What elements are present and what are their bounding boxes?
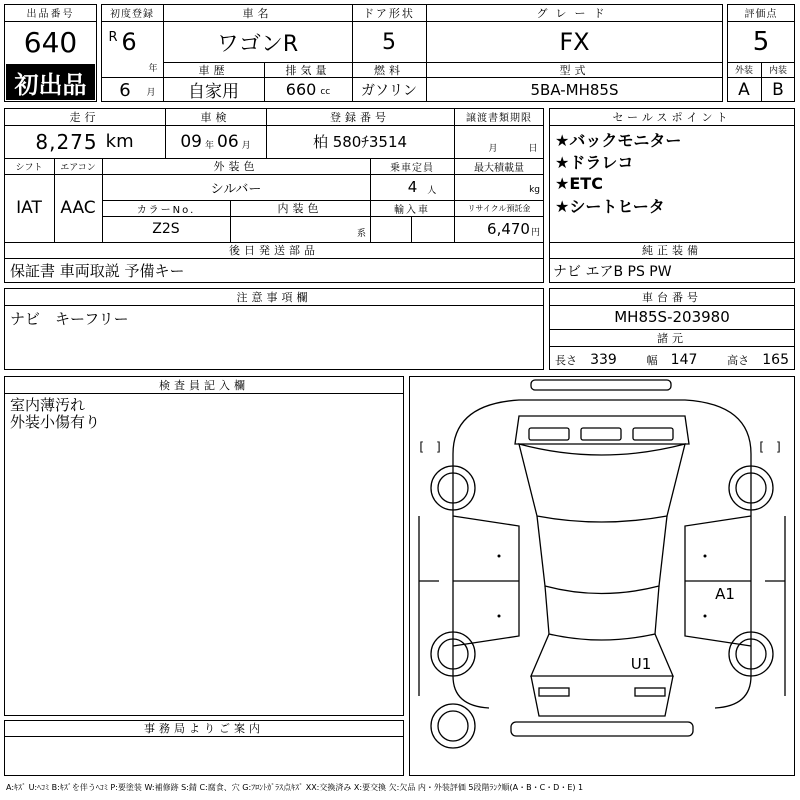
car-diagram <box>409 376 795 776</box>
inspection-month-unit: 月 <box>241 141 251 151</box>
first-reg-header: 初度登録 <box>110 9 154 20</box>
legend-text: A:ｷｽﾞ U:ﾍｺﾐ B:ｷｽﾞを伴うﾍｺﾐ P:要塗装 W:補修跡 S:錆 C:腐食、穴 G:ﾌﾛﾝﾄｶﾞﾗｽ点ｷｽﾞ XX:交換済み X:要交換 欠:欠品 内・外装評価 5段階ﾗﾝｸ順(A・B・C・D・E) 1 <box>6 782 584 792</box>
color-no-header: カラーNo. <box>136 204 196 216</box>
ext-rating-header: 外装 <box>734 66 753 76</box>
max-load-unit: kg <box>529 185 540 195</box>
inspection-value <box>165 125 266 158</box>
int-color-header: 内装色 <box>277 202 323 215</box>
first-reg-month: 6 <box>119 79 131 101</box>
doors-value: 5 <box>382 29 396 55</box>
capacity-value <box>370 174 454 200</box>
mileage-value <box>4 125 165 158</box>
first-reg-era: R <box>108 29 118 45</box>
first-reg-year: 6 <box>121 28 137 56</box>
damage-mark-u1: U1 <box>630 655 652 673</box>
ext-color-value: シルバー <box>210 181 262 197</box>
capacity-unit: 人 <box>427 186 437 196</box>
recycle-value <box>454 216 544 242</box>
mileage-unit: km <box>105 131 134 152</box>
genuine-header: 純正装備 <box>642 244 702 257</box>
transfer-month-unit: 月 <box>488 143 498 154</box>
chassis-value: MH85S-203980 <box>614 308 730 326</box>
wiper-left <box>529 428 569 440</box>
inspection-year: 09 <box>180 131 202 152</box>
sales-point-item: ★ドラレコ <box>555 152 634 172</box>
max-load-header: 最大積載量 <box>474 162 524 174</box>
aircon-header: エアコン <box>60 162 96 173</box>
dims-header: 諸元 <box>657 331 687 345</box>
damage-mark-a1: A1 <box>715 585 735 603</box>
color-no-value: Z2S <box>152 221 180 237</box>
inspection-month: 06 <box>217 131 239 152</box>
inspection-header: 車検 <box>200 110 231 124</box>
sales-points-header: セールスポイント <box>612 110 732 124</box>
aircon-value: AAC <box>60 198 96 218</box>
width-label: 幅 <box>646 353 658 367</box>
inspector-line-1: 室内薄汚れ <box>10 395 86 413</box>
displacement-unit: cc <box>320 87 331 97</box>
inspector-line-2: 外装小傷有り <box>10 412 101 430</box>
inspector-header: 検査員記入欄 <box>159 378 249 392</box>
notes-value: ナビ キーフリー <box>10 309 129 328</box>
history-header: 車歴 <box>198 63 229 77</box>
lot-number: 640 <box>23 25 78 59</box>
length-group <box>555 349 617 368</box>
shift-value: IAT <box>16 198 42 218</box>
length-value: 339 <box>590 351 617 368</box>
height-value: 165 <box>762 351 789 368</box>
height-label: 高さ <box>727 353 750 367</box>
car-name-value: ワゴンR <box>216 31 299 57</box>
width-group <box>647 349 698 368</box>
height-group <box>727 349 789 368</box>
int-rating-header: 内装 <box>768 66 787 76</box>
sales-point-item: ★ETC <box>555 173 603 193</box>
notes-header: 注意事項欄 <box>236 290 312 304</box>
mileage-header: 走行 <box>69 110 100 124</box>
grade-value: FX <box>559 28 590 56</box>
sales-point-item: ★バックモニター <box>555 130 682 150</box>
first-reg-year-unit: 年 <box>148 63 158 74</box>
sales-point-item: ★シートヒータ <box>555 196 665 216</box>
office-header: 事務局よりご案内 <box>144 722 264 735</box>
displacement-number: 660 <box>285 80 317 99</box>
length-label: 長さ <box>555 353 577 367</box>
first-reg-month-unit: 月 <box>146 87 156 98</box>
history-value: 自家用 <box>188 82 239 102</box>
overall-rating: 5 <box>752 27 770 57</box>
displacement-header: 排気量 <box>285 63 331 77</box>
recycle-amount: 6,470 <box>487 220 530 238</box>
displacement-value <box>264 77 352 102</box>
later-parts-value: 保証書 車両取説 予備キー <box>10 262 185 280</box>
ext-rating-value: A <box>738 79 750 100</box>
bracket-right: [ ] <box>759 439 781 454</box>
shift-header: シフト <box>15 162 43 173</box>
capacity-header: 乗車定員 <box>390 162 434 174</box>
doors-header: ドア形状 <box>363 6 415 20</box>
width-value: 147 <box>670 351 698 368</box>
ext-color-header: 外装色 <box>213 160 259 173</box>
genuine-value: ナビ エアB PS PW <box>553 263 672 280</box>
int-rating-value: B <box>772 79 784 100</box>
first-listing-badge: 初出品 <box>6 64 95 100</box>
capacity-number: 4 <box>407 178 418 196</box>
plate-value: 柏 580ﾁ3514 <box>312 133 408 151</box>
grade-header: グレード <box>536 6 613 20</box>
chassis-header: 車台番号 <box>642 290 702 304</box>
lot-header: 出品番号 <box>26 9 75 20</box>
later-parts-header: 後日発送部品 <box>229 244 319 257</box>
fuel-header: 燃料 <box>374 63 404 77</box>
model-value: 5BA-MH85S <box>530 80 619 99</box>
recycle-unit: 円 <box>530 228 540 238</box>
inspection-year-unit: 年 <box>204 141 214 151</box>
model-header: 型式 <box>559 63 590 77</box>
bracket-left: [ ] <box>419 439 441 454</box>
recycle-header: リサイクル預託金 <box>467 203 531 213</box>
int-color-unit: 系 <box>356 228 366 239</box>
import-header: 輸入車 <box>394 204 430 216</box>
mileage-number: 8,275 <box>35 129 98 154</box>
transfer-header: 譲渡書類期限 <box>466 113 532 124</box>
plate-header: 登録番号 <box>330 110 390 124</box>
car-name-header: 車名 <box>242 6 273 20</box>
dims-values <box>549 346 795 370</box>
transfer-day-unit: 日 <box>528 143 538 154</box>
rating-header: 評価点 <box>744 9 778 20</box>
fuel-value: ガソリン <box>361 82 417 99</box>
